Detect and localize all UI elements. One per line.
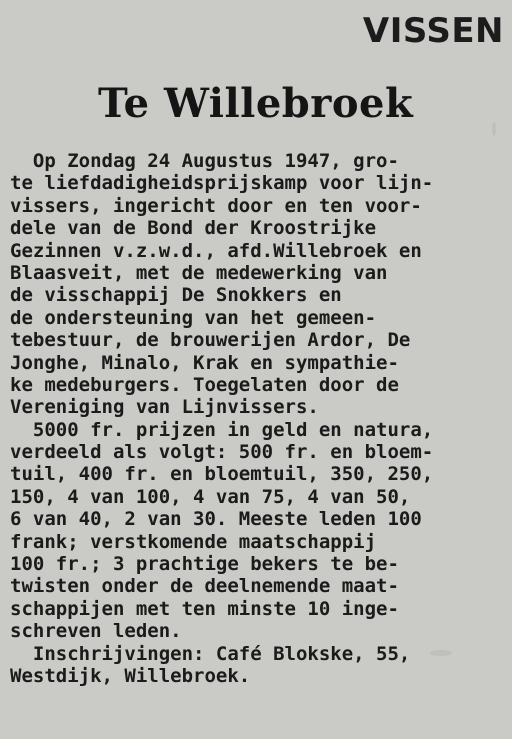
article-body <box>10 150 504 687</box>
text-line: Jonghe, Minalo, Krak en sympathie- <box>10 351 399 374</box>
text-line: de visschappij De Snokkers en <box>10 284 342 307</box>
article-headline: Te Willebroek <box>98 80 414 127</box>
text-line: schreven leden. <box>10 620 182 643</box>
text-line: 150, 4 van 100, 4 van 75, 4 van 50, <box>10 485 411 508</box>
text-line: 100 fr.; 3 prachtige bekers te be- <box>10 553 399 576</box>
paragraph-prizes <box>10 419 504 643</box>
text-line: frank; verstkomende maatschappij <box>10 530 377 553</box>
text-line: Westdijk, Willebroek. <box>10 664 251 687</box>
text-line: verdeeld als volgt: 500 fr. en bloem- <box>10 441 434 464</box>
text-line: Inschrijvingen: Café Blokske, 55, <box>10 642 411 665</box>
text-line: Vereniging van Lijnvissers. <box>10 396 319 419</box>
text-line: tebestuur, de brouwerijen Ardor, De <box>10 329 411 352</box>
text-line: Blaasveit, met de medewerking van <box>10 261 388 284</box>
text-line: schappijen met ten minste 10 inge- <box>10 597 399 620</box>
text-line: twisten onder de deelnemende maat- <box>10 575 399 598</box>
paragraph-registration <box>10 643 504 688</box>
text-line: Op Zondag 24 Augustus 1947, gro- <box>10 150 399 172</box>
text-line: tuil, 400 fr. en bloemtuil, 350, 250, <box>10 463 434 486</box>
text-line: 5000 fr. prijzen in geld en natura, <box>10 418 434 441</box>
text-line: ke medeburgers. Toegelaten door de <box>10 373 399 396</box>
text-line: de ondersteuning van het gemeen- <box>10 306 377 329</box>
text-line: dele van de Bond der Kroostrijke <box>10 217 377 240</box>
text-line: te liefdadigheidsprijskamp voor lijn- <box>10 172 434 195</box>
text-line: 6 van 40, 2 van 30. Meeste leden 100 <box>10 508 422 531</box>
paper-stain <box>492 122 496 136</box>
paragraph-event <box>10 150 504 419</box>
section-label: VISSEN <box>362 11 504 51</box>
paper-stain <box>430 650 452 656</box>
text-line: Gezinnen v.z.w.d., afd.Willebroek en <box>10 239 422 262</box>
text-line: vissers, ingericht door en ten voor- <box>10 194 422 217</box>
